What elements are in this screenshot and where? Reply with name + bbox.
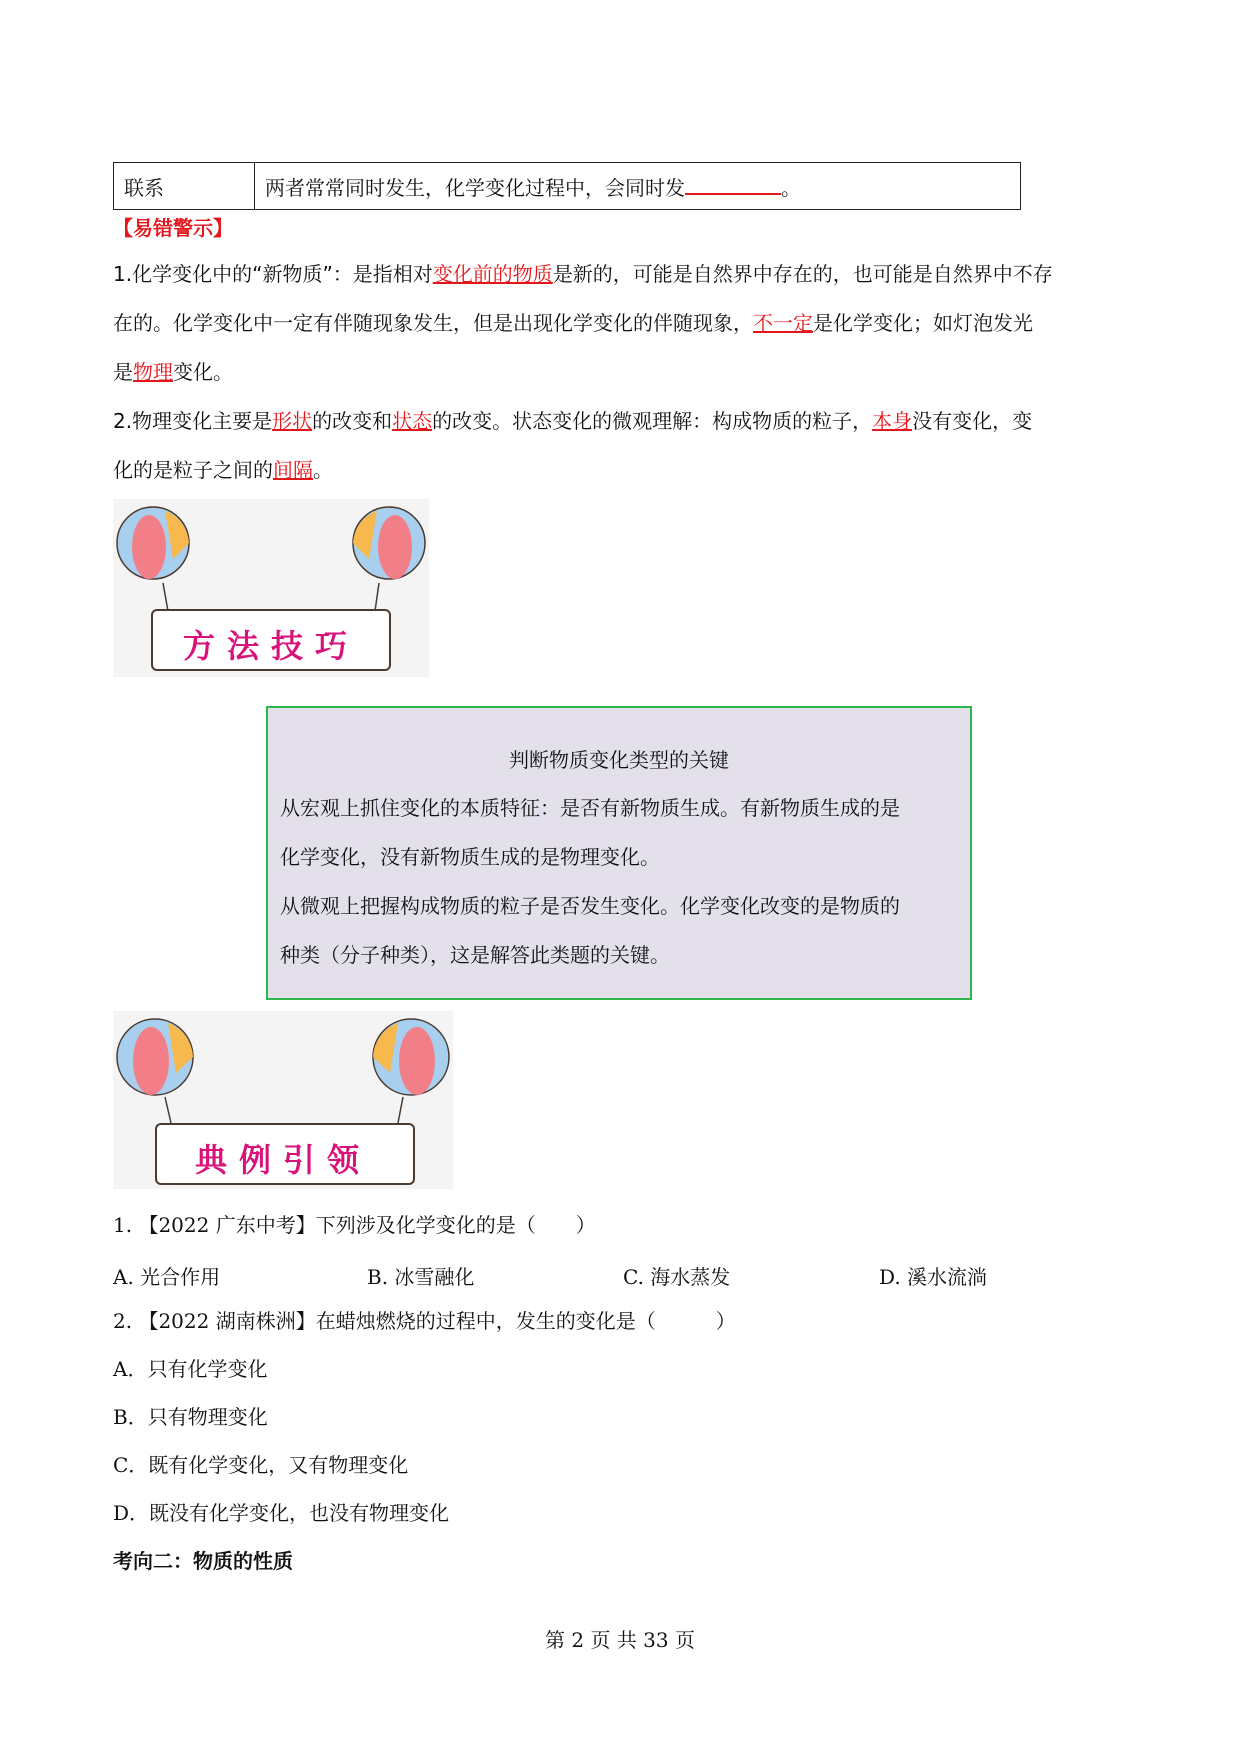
option-b[interactable]: B. 冰雪融化 — [367, 1265, 475, 1289]
text: 化的是粒子之间的 — [113, 458, 273, 482]
warning-p1-line2 — [113, 311, 1033, 335]
relation-text-before: 两者常常同时发生，化学变化过程中，会同时发 — [265, 175, 685, 200]
option-c[interactable]: C．既有化学变化，又有物理变化 — [113, 1453, 409, 1477]
answer-highlight: 本身 — [872, 409, 913, 433]
text: 2.物理变化主要是 — [113, 409, 273, 433]
text: 的改变。状态变化的微观理解：构成物质的粒子， — [432, 409, 873, 433]
text: 是 — [113, 360, 133, 384]
warning-p2-line1 — [113, 409, 1032, 433]
option-b[interactable]: B．只有物理变化 — [113, 1405, 268, 1429]
answer-highlight: 间隔 — [273, 458, 313, 482]
text: 的改变和 — [312, 409, 393, 433]
text: 。 — [313, 458, 333, 482]
banner-title: 方法技巧 — [182, 627, 359, 665]
text: 变化。 — [173, 360, 233, 384]
banner-method-tips — [113, 499, 429, 677]
question-2-stem: 2. 【2022 湖南株洲】在蜡烛燃烧的过程中，发生的变化是（ ） — [113, 1309, 736, 1333]
banner-title: 典例引领 — [194, 1141, 371, 1179]
key-box-line: 从微观上把握构成物质的粒子是否发生变化。化学变化改变的是物质的 — [280, 894, 900, 918]
warning-p1-line1 — [113, 262, 1053, 286]
key-box-line: 从宏观上抓住变化的本质特征：是否有新物质生成。有新物质生成的是 — [280, 796, 900, 820]
banner-typical-examples — [113, 1011, 453, 1189]
warning-p2-line2 — [113, 458, 333, 482]
warning-p1-line3 — [113, 360, 233, 384]
section-heading: 考向二：物质的性质 — [113, 1549, 293, 1573]
option-d[interactable]: D．既没有化学变化，也没有物理变化 — [113, 1501, 450, 1525]
text: 是新的，可能是自然界中存在的，也可能是自然界中不存 — [552, 262, 1053, 286]
option-c[interactable]: C. 海水蒸发 — [623, 1265, 731, 1289]
relation-text — [255, 163, 1021, 210]
page-footer: 第 2 页 共 33 页 — [545, 1628, 695, 1652]
option-d[interactable]: D. 溪水流淌 — [879, 1265, 988, 1289]
key-box-line: 种类（分子种类），这是解答此类题的关键。 — [280, 943, 670, 967]
relation-text-after: 。 — [781, 175, 801, 200]
answer-highlight: 变化前的物质 — [432, 262, 553, 286]
answer-highlight: 形状 — [272, 409, 313, 433]
key-box-line: 化学变化，没有新物质生成的是物理变化。 — [280, 845, 660, 869]
text: 没有变化，变 — [912, 409, 1033, 433]
option-a[interactable]: A．只有化学变化 — [113, 1357, 268, 1381]
relation-label: 联系 — [114, 163, 255, 210]
key-box-title: 判断物质变化类型的关键 — [509, 748, 729, 772]
question-1-stem: 1. 【2022 广东中考】下列涉及化学变化的是（ ） — [113, 1213, 596, 1237]
text: 是化学变化；如灯泡发光 — [813, 311, 1033, 335]
relation-table — [113, 162, 1021, 210]
key-points-box — [266, 706, 972, 1000]
answer-highlight: 状态 — [392, 409, 433, 433]
fill-blank[interactable] — [685, 175, 781, 195]
text: 在的。化学变化中一定有伴随现象发生，但是出现化学变化的伴随现象， — [113, 311, 753, 335]
text: 1.化学变化中的“新物质”：是指相对 — [113, 262, 433, 286]
relation-row — [114, 163, 1021, 210]
answer-highlight: 不一定 — [753, 311, 813, 335]
answer-highlight: 物理 — [133, 360, 173, 384]
option-a[interactable]: A. 光合作用 — [113, 1265, 221, 1289]
warning-header: 【易错警示】 — [113, 216, 233, 240]
